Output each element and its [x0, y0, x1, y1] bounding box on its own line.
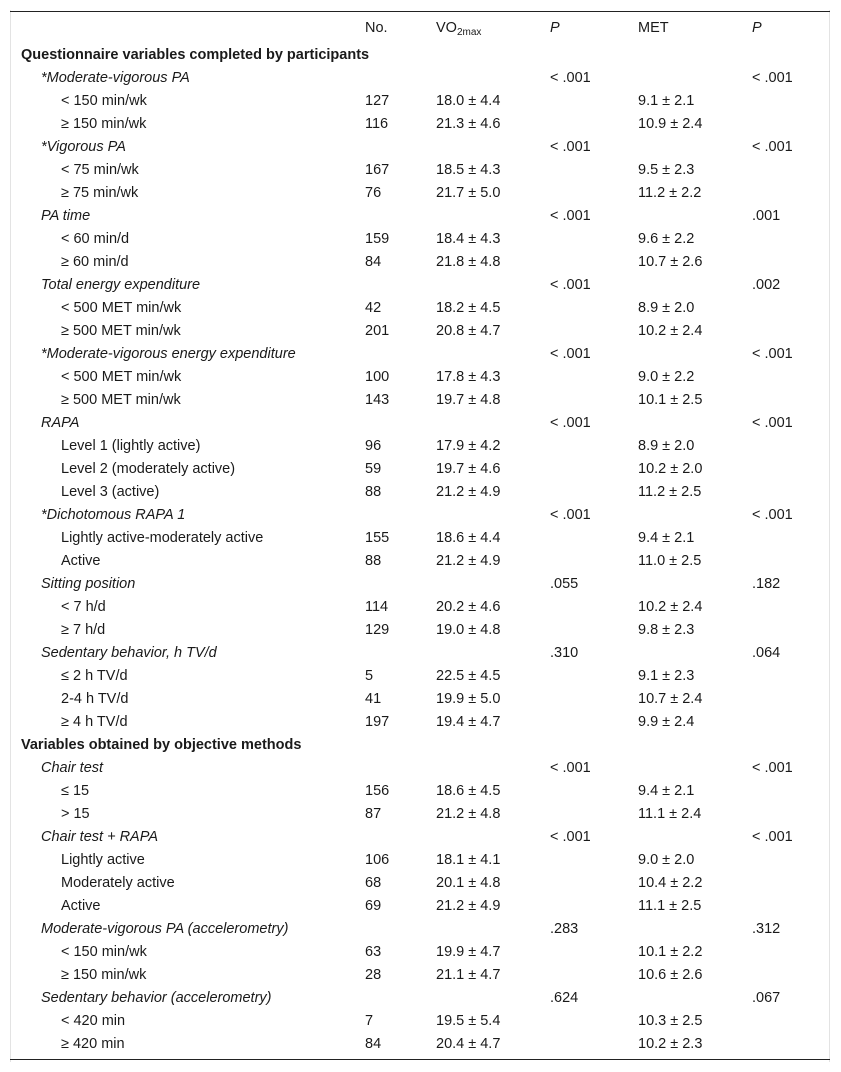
cell-no: 42 [365, 300, 382, 316]
cell-met: 10.2 ± 2.4 [638, 599, 703, 615]
row-label: 2-4 h TV/d [61, 691, 129, 707]
row-label: Active [61, 553, 101, 569]
table-row [0, 90, 841, 113]
cell-vo2max: 18.6 ± 4.4 [436, 530, 501, 546]
table-row [0, 389, 841, 412]
cell-vo2max: 18.6 ± 4.5 [436, 783, 501, 799]
header-p1: P [550, 20, 560, 36]
cell-met: 10.1 ± 2.2 [638, 944, 703, 960]
row-label: PA time [41, 208, 91, 224]
cell-p-vo2: < .001 [550, 139, 591, 155]
cell-no: 100 [365, 369, 390, 385]
cell-no: 5 [365, 668, 374, 684]
cell-p-met: .182 [752, 576, 781, 592]
cell-p-met: .001 [752, 208, 781, 224]
cell-met: 8.9 ± 2.0 [638, 300, 695, 316]
cell-vo2max: 20.2 ± 4.6 [436, 599, 501, 615]
header-vo2-text: VO [436, 20, 457, 36]
cell-no: 143 [365, 392, 390, 408]
cell-vo2max: 18.1 ± 4.1 [436, 852, 501, 868]
table-row [0, 527, 841, 550]
cell-vo2max: 20.1 ± 4.8 [436, 875, 501, 891]
cell-vo2max: 20.4 ± 4.7 [436, 1036, 501, 1052]
row-label: ≥ 60 min/d [61, 254, 129, 270]
cell-p-met: .002 [752, 277, 781, 293]
cell-met: 10.9 ± 2.4 [638, 116, 703, 132]
cell-vo2max: 21.2 ± 4.9 [436, 553, 501, 569]
cell-vo2max: 18.4 ± 4.3 [436, 231, 501, 247]
cell-p-met: .312 [752, 921, 781, 937]
cell-p-vo2: < .001 [550, 507, 591, 523]
table-section-heading [0, 734, 841, 757]
table-variable-row [0, 67, 841, 90]
table-variable-row [0, 343, 841, 366]
cell-p-met: < .001 [752, 70, 793, 86]
table-row [0, 780, 841, 803]
row-label: < 420 min [61, 1013, 126, 1029]
row-label: ≤ 15 [61, 783, 90, 799]
header-no: No. [365, 20, 388, 36]
header-vo2max [436, 11, 481, 45]
cell-vo2max: 22.5 ± 4.5 [436, 668, 501, 684]
cell-met: 11.0 ± 2.5 [638, 553, 702, 569]
cell-met: 10.4 ± 2.2 [638, 875, 703, 891]
row-label: < 500 MET min/wk [61, 369, 182, 385]
row-label: ≥ 150 min/wk [61, 967, 147, 983]
table-row [0, 550, 841, 573]
cell-vo2max: 19.9 ± 4.7 [436, 944, 501, 960]
cell-no: 167 [365, 162, 390, 178]
cell-no: 159 [365, 231, 390, 247]
cell-p-met: < .001 [752, 829, 793, 845]
table-row [0, 251, 841, 274]
table-row [0, 1010, 841, 1033]
table-row [0, 803, 841, 826]
cell-vo2max: 17.8 ± 4.3 [436, 369, 501, 385]
row-label: Variables obtained by objective methods [21, 737, 302, 753]
row-label: ≥ 4 h TV/d [61, 714, 128, 730]
table-row [0, 320, 841, 343]
row-label: < 60 min/d [61, 231, 130, 247]
cell-met: 9.5 ± 2.3 [638, 162, 695, 178]
row-label: Level 1 (lightly active) [61, 438, 201, 454]
row-label: Active [61, 898, 101, 914]
row-label: ≤ 2 h TV/d [61, 668, 128, 684]
cell-no: 76 [365, 185, 382, 201]
cell-met: 8.9 ± 2.0 [638, 438, 695, 454]
cell-vo2max: 21.8 ± 4.8 [436, 254, 501, 270]
table-row [0, 182, 841, 205]
row-label: Level 3 (active) [61, 484, 160, 500]
table-variable-row [0, 826, 841, 849]
row-label: < 75 min/wk [61, 162, 139, 178]
table-variable-row [0, 987, 841, 1010]
cell-vo2max: 18.0 ± 4.4 [436, 93, 501, 109]
table-header [0, 11, 841, 45]
cell-p-met: < .001 [752, 760, 793, 776]
row-label: ≥ 420 min [61, 1036, 125, 1052]
cell-met: 9.1 ± 2.3 [638, 668, 695, 684]
cell-p-met: < .001 [752, 507, 793, 523]
row-label: ≥ 75 min/wk [61, 185, 139, 201]
table-variable-row [0, 274, 841, 297]
row-label: *Vigorous PA [41, 139, 126, 155]
cell-met: 11.2 ± 2.5 [638, 484, 702, 500]
cell-p-met: < .001 [752, 415, 793, 431]
cell-no: 96 [365, 438, 382, 454]
table-variable-row [0, 205, 841, 228]
cell-no: 197 [365, 714, 390, 730]
row-label: Chair test + RAPA [41, 829, 158, 845]
table-variable-row [0, 504, 841, 527]
row-label: Sedentary behavior (accelerometry) [41, 990, 272, 1006]
cell-p-vo2: < .001 [550, 277, 591, 293]
cell-no: 88 [365, 484, 382, 500]
cell-no: 106 [365, 852, 390, 868]
header-p2: P [752, 20, 762, 36]
row-label: < 150 min/wk [61, 93, 147, 109]
table-row [0, 941, 841, 964]
cell-p-met: .064 [752, 645, 781, 661]
row-label: Questionnaire variables completed by participants [21, 47, 370, 63]
cell-vo2max: 19.0 ± 4.8 [436, 622, 501, 638]
table-row [0, 1033, 841, 1056]
table-row [0, 228, 841, 251]
row-label: ≥ 500 MET min/wk [61, 323, 181, 339]
cell-no: 88 [365, 553, 382, 569]
cell-met: 11.1 ± 2.4 [638, 806, 702, 822]
row-label: < 500 MET min/wk [61, 300, 182, 316]
table-variable-row [0, 918, 841, 941]
cell-no: 84 [365, 254, 382, 270]
cell-no: 114 [365, 599, 389, 615]
cell-no: 127 [365, 93, 390, 109]
table-row [0, 688, 841, 711]
cell-vo2max: 19.9 ± 5.0 [436, 691, 501, 707]
cell-met: 10.7 ± 2.6 [638, 254, 703, 270]
cell-no: 84 [365, 1036, 382, 1052]
cell-no: 156 [365, 783, 390, 799]
cell-vo2max: 21.2 ± 4.9 [436, 484, 501, 500]
cell-vo2max: 19.7 ± 4.8 [436, 392, 501, 408]
table-variable-row [0, 573, 841, 596]
row-label: ≥ 7 h/d [61, 622, 106, 638]
cell-met: 10.2 ± 2.0 [638, 461, 703, 477]
cell-met: 9.6 ± 2.2 [638, 231, 695, 247]
cell-met: 10.6 ± 2.6 [638, 967, 703, 983]
cell-vo2max: 18.5 ± 4.3 [436, 162, 501, 178]
cell-p-vo2: < .001 [550, 208, 591, 224]
cell-p-met: < .001 [752, 139, 793, 155]
cell-p-vo2: < .001 [550, 760, 591, 776]
cell-p-vo2: .624 [550, 990, 579, 1006]
row-label: < 7 h/d [61, 599, 106, 615]
cell-vo2max: 18.2 ± 4.5 [436, 300, 501, 316]
row-label: Sedentary behavior, h TV/d [41, 645, 217, 661]
cell-p-met: < .001 [752, 346, 793, 362]
row-label: < 150 min/wk [61, 944, 147, 960]
cell-p-vo2: < .001 [550, 346, 591, 362]
table-row [0, 964, 841, 987]
cell-met: 9.4 ± 2.1 [638, 783, 695, 799]
row-label: RAPA [41, 415, 80, 431]
cell-met: 10.7 ± 2.4 [638, 691, 703, 707]
cell-p-vo2: < .001 [550, 415, 591, 431]
cell-vo2max: 21.1 ± 4.7 [436, 967, 501, 983]
cell-p-vo2: .283 [550, 921, 579, 937]
cell-vo2max: 19.5 ± 5.4 [436, 1013, 501, 1029]
cell-p-vo2: < .001 [550, 70, 591, 86]
cell-no: 155 [365, 530, 390, 546]
cell-met: 9.4 ± 2.1 [638, 530, 695, 546]
row-label: *Dichotomous RAPA 1 [41, 507, 186, 523]
cell-p-met: .067 [752, 990, 781, 1006]
table-row [0, 619, 841, 642]
cell-p-vo2: .055 [550, 576, 579, 592]
cell-vo2max: 21.2 ± 4.9 [436, 898, 501, 914]
table-row [0, 366, 841, 389]
table-row [0, 665, 841, 688]
cell-vo2max: 17.9 ± 4.2 [436, 438, 501, 454]
table-row [0, 895, 841, 918]
table-bottom-rule [10, 1059, 830, 1060]
row-label: Total energy expenditure [41, 277, 201, 293]
cell-met: 11.1 ± 2.5 [638, 898, 702, 914]
cell-met: 9.8 ± 2.3 [638, 622, 695, 638]
cell-no: 69 [365, 898, 382, 914]
cell-met: 9.1 ± 2.1 [638, 93, 695, 109]
row-label: ≥ 500 MET min/wk [61, 392, 181, 408]
row-label: > 15 [61, 806, 90, 822]
cell-vo2max: 19.7 ± 4.6 [436, 461, 501, 477]
cell-met: 9.9 ± 2.4 [638, 714, 695, 730]
cell-no: 129 [365, 622, 390, 638]
cell-met: 10.2 ± 2.3 [638, 1036, 703, 1052]
row-label: ≥ 150 min/wk [61, 116, 147, 132]
header-vo2-sub: 2max [456, 27, 482, 38]
table-row [0, 481, 841, 504]
header-met: MET [638, 20, 669, 36]
row-label: Moderate-vigorous PA (accelerometry) [41, 921, 289, 937]
table-variable-row [0, 642, 841, 665]
cell-no: 63 [365, 944, 382, 960]
cell-p-vo2: < .001 [550, 829, 591, 845]
cell-vo2max: 19.4 ± 4.7 [436, 714, 501, 730]
row-label: *Moderate-vigorous PA [41, 70, 190, 86]
cell-no: 7 [365, 1013, 374, 1029]
row-label: Lightly active [61, 852, 145, 868]
table-row [0, 711, 841, 734]
table-row [0, 849, 841, 872]
table-row [0, 435, 841, 458]
cell-met: 10.3 ± 2.5 [638, 1013, 703, 1029]
cell-met: 10.2 ± 2.4 [638, 323, 703, 339]
cell-no: 41 [365, 691, 382, 707]
cell-no: 201 [365, 323, 390, 339]
row-label: Moderately active [61, 875, 175, 891]
row-label: Sitting position [41, 576, 136, 592]
cell-p-vo2: .310 [550, 645, 579, 661]
table-variable-row [0, 412, 841, 435]
table-row [0, 159, 841, 182]
cell-vo2max: 21.3 ± 4.6 [436, 116, 501, 132]
cell-no: 28 [365, 967, 382, 983]
table-variable-row [0, 136, 841, 159]
cell-vo2max: 21.2 ± 4.8 [436, 806, 501, 822]
cell-no: 87 [365, 806, 382, 822]
table-section-heading [0, 44, 841, 67]
cell-met: 11.2 ± 2.2 [638, 185, 702, 201]
cell-met: 9.0 ± 2.0 [638, 852, 695, 868]
cell-no: 116 [365, 116, 389, 132]
table-row [0, 113, 841, 136]
cell-no: 59 [365, 461, 382, 477]
cell-no: 68 [365, 875, 382, 891]
cell-vo2max: 20.8 ± 4.7 [436, 323, 501, 339]
table-row [0, 458, 841, 481]
row-label: Level 2 (moderately active) [61, 461, 236, 477]
table-row [0, 872, 841, 895]
table-variable-row [0, 757, 841, 780]
row-label: Lightly active-moderately active [61, 530, 264, 546]
table-row [0, 596, 841, 619]
table-row [0, 297, 841, 320]
row-label: Chair test [41, 760, 104, 776]
cell-met: 10.1 ± 2.5 [638, 392, 703, 408]
cell-met: 9.0 ± 2.2 [638, 369, 695, 385]
cell-vo2max: 21.7 ± 5.0 [436, 185, 501, 201]
row-label: *Moderate-vigorous energy expenditure [41, 346, 296, 362]
